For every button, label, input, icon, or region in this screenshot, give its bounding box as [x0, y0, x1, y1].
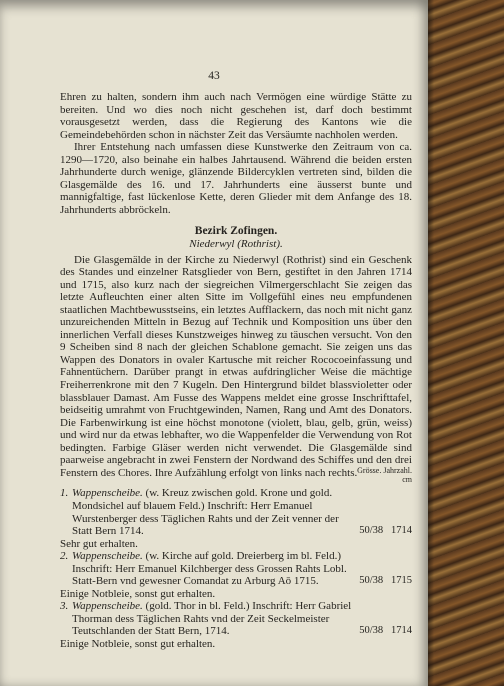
catalog-entry [60, 550, 412, 588]
page-number: 43 [208, 70, 220, 82]
entry-year: 1715 [391, 575, 412, 587]
catalog-entry [60, 487, 412, 537]
section-subheading: Niederwyl (Rothrist). [189, 238, 283, 251]
entry-size: 50/38 [359, 575, 384, 587]
section-heading: Bezirk Zofingen. [194, 225, 278, 238]
entry-year: 1714 [391, 525, 412, 537]
paragraph-timespan: Ihrer Entstehung nach umfassen diese Kunstwerke den Zeitraum von ca. 1290—1720, also beinahe ein halbes Jahrtausend. Während die beiden ersten Jahrhunderte durch wenige, glänzende Bildercyklen vertreten sind, bilden die Glasgemälde des 16. und 17. Jahrhunderts eine äusserst bunte und mannigfaltige, fast lückenlose Kette, deren Glieder mit dem Anfange des 18. Jahrhunderts abbröckeln. [60, 141, 412, 216]
entry-size: 50/38 [359, 625, 384, 637]
catalog-list [60, 487, 412, 650]
entry-condition-note: Sehr gut erhalten. [60, 537, 138, 550]
body-text [60, 91, 412, 651]
entry-title: Wappenscheibe. [72, 487, 143, 500]
entry-year: 1714 [391, 625, 412, 637]
column-header-unit: cm [402, 475, 412, 485]
entry-number: 1. [60, 487, 69, 500]
entry-title: Wappenscheibe. [72, 600, 143, 613]
entry-text: (w. Kreuz zwischen gold. Krone und gold. Mondsichel auf blauem Feld.) Inschrift: Herr Emanuel Wurstenberger dess Täglichen Rahts und der Zeit venner der Statt Bern 1714. [72, 487, 339, 538]
entry-number: 2. [60, 550, 69, 563]
entry-title: Wappenscheibe. [72, 550, 143, 563]
book-binding [424, 0, 504, 686]
entry-text: (gold. Thor in bl. Feld.) Inschrift: Herr Gabriel Thorman dess Täglichen Rahts vnd der Zeit Seckelmeister Teutschlanden der Statt Bern, 1714. [72, 600, 352, 638]
catalog-entry [60, 600, 412, 638]
entry-number: 3. [60, 600, 69, 613]
entry-text: (w. Kirche auf gold. Dreierberg im bl. Feld.) Inschrift: Herr Emanuel Kilchberger dess Grossen Rahts Lobl. Statt-Bern vnd gewesner Comandat zu Arburg Aō 1715. [72, 550, 347, 588]
entry-size-year [359, 525, 412, 538]
column-header-size-year: Grösse. Jahrzahl. [357, 466, 412, 476]
entry-size-year [359, 575, 412, 588]
entry-condition-note: Einige Notbleie, sonst gut erhalten. [60, 587, 216, 600]
paragraph-intro: Ehren zu halten, sondern ihm auch nach Vermögen eine würdige Stätte zu bereiten. Und wo dies noch nicht geschehen ist, darf doch bestimmt vorausgesetzt werden, dass die Regierung des Kantons wie die Gemeindebehörden schon in nächster Zeit das Versäumte nachholen werden. [60, 91, 412, 141]
paragraph-description: Die Glasgemälde in der Kirche zu Niederwyl (Rothrist) sind ein Geschenk des Standes und einzelner Ratsglieder von Bern, gestiftet in den Jahren 1714 und 1715, also kurz nach der siegreichen Vilmergerschlacht Sie zeigen das letzte Aufleuchten einer alten Sitte im Vollgefühl eines neu empfundenen staatlichen Machtbewusstseins, ein letztes Aufflackern, das noch mit nicht ganz unzureichenden Mitteln in Bezug auf Technik und Komposition uns über den innerlichen Verfall dieses Kunstzweiges hinweg zu täuschen versucht. Von den 9 Scheiben sind 8 nach der gleichen Schablone gemacht. Sie zeigen uns das Wappen des Donators in ovaler Kartusche mit reicher Rococoeinfassung und Fahnentüchern. Darüber prangt in etwas aufdringlicher Weise die mächtige Freiherrenkrone mit den 7 Kugeln. Den Hintergrund bildet blassvioletter oder blassblauer Damast. Am Fusse des Wappens meldet eine grosse Inschrifttafel, beidseitig umrahmt von Fruchtgewinden, Namen, Rang und Amt des Donators. Die Farbenwirkung ist eine höchst monotone (violett, blau, gelb, grün, weiss) und wird nur da etwas lebhafter, wo die Wappenfelder die Verwendung von Rot bedingten. Farbige Gläser werden nicht verwendet. Die Glasgemälde sind paarweise angebracht in zwei Fenstern der Nordwand des Schiffes und den drei Fenstern des Chores. Ihre Aufzählung erfolgt von links nach rechts. [60, 253, 412, 479]
entry-condition-note: Einige Notbleie, sonst gut erhalten. [60, 637, 216, 650]
entry-size-year [359, 625, 412, 638]
entry-size: 50/38 [359, 525, 384, 537]
